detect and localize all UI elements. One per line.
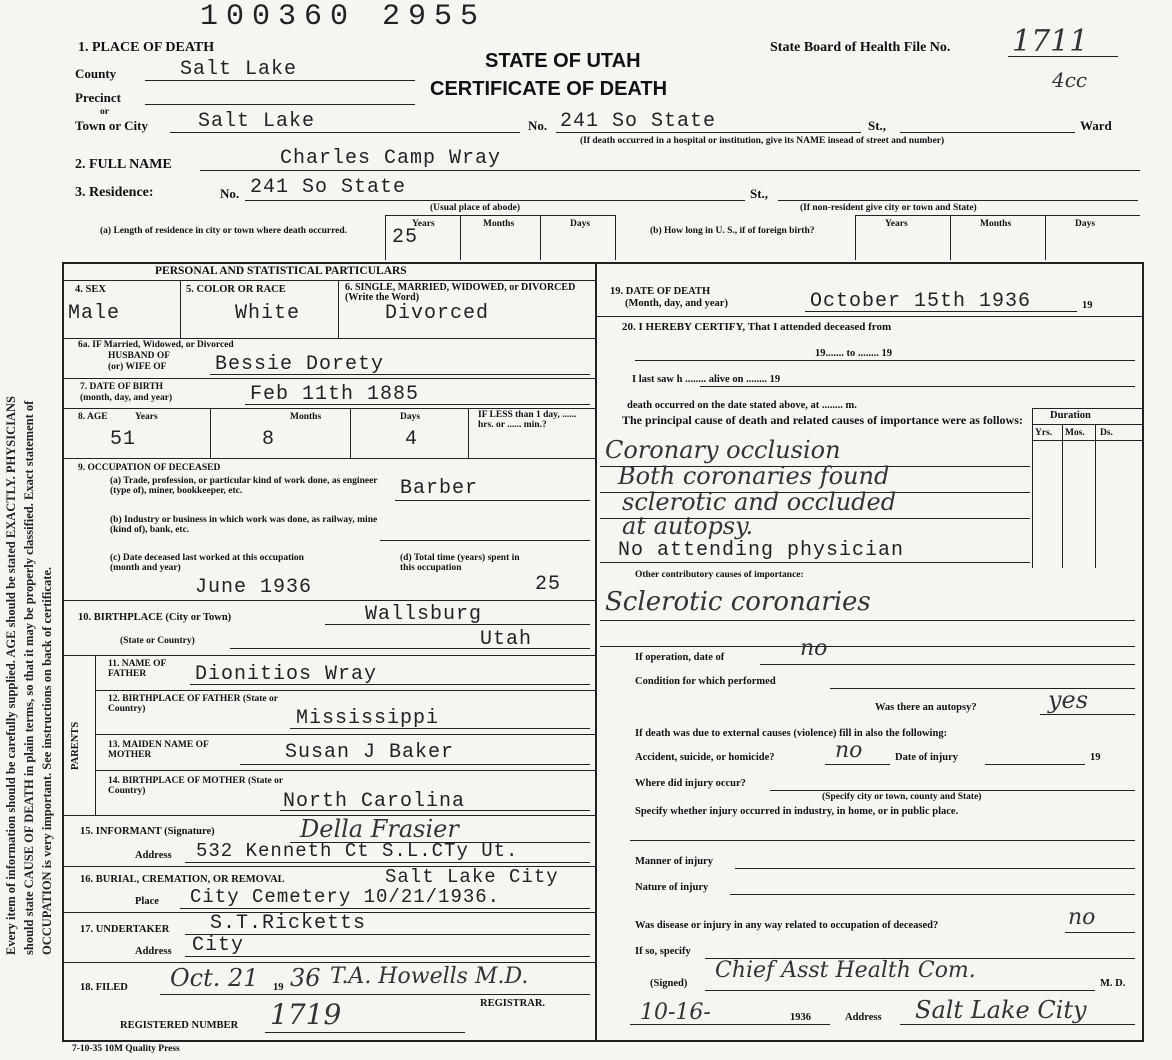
res-days-label: Days (570, 219, 591, 229)
injury-19-label: 19 (1090, 752, 1101, 763)
specify-place-note: (Specify city or town, county and State) (822, 792, 982, 802)
mother-label: 13. MAIDEN NAME OF MOTHER (108, 740, 209, 760)
parents-label: PARENTS (70, 721, 81, 770)
res-years-value: 25 (392, 226, 419, 249)
dod-label: 19. DATE OF DEATH (610, 286, 711, 297)
filed-year: 36 (290, 964, 321, 992)
occupation-value: Barber (400, 477, 479, 500)
ward-label: Ward (1080, 118, 1112, 133)
residence-label: 3. Residence: (75, 185, 154, 200)
other-causes-label: Other contributory causes of importance: (635, 570, 804, 580)
side-note-line-1: Every item of information should be carefully supplied. AGE should be stated EXACTLY. PHYSICIANS (4, 396, 18, 955)
mother-birthplace-label: 14. BIRTHPLACE OF MOTHER (State or Country) (108, 776, 283, 796)
us-months-label: Months (980, 219, 1012, 229)
birth-city-value: Wallsburg (365, 603, 483, 626)
age-years-value: 51 (110, 428, 137, 451)
side-note-line-2: should state CAUSE OF DEATH in plain terms, so that it may be properly classified. Exact statement of (22, 400, 36, 955)
informant-address-value: 532 Kenneth Ct S.L.CTy Ut. (196, 840, 519, 862)
operation-label: If operation, date of (635, 652, 725, 663)
nature-label: Nature of injury (635, 882, 709, 893)
marital-label: 6. SINGLE, MARRIED, WIDOWED, or DIVORCED (Write the Word) (345, 282, 576, 303)
attended-range: 19....... to ........ 19 (815, 348, 892, 359)
usual-abode-note: (Usual place of abode) (430, 203, 520, 213)
mother-birthplace-value: North Carolina (283, 790, 466, 813)
father-birthplace-label: 12. BIRTHPLACE OF FATHER (State or Country) (108, 694, 278, 714)
accident-value: no (835, 738, 863, 763)
father-value: Dionitios Wray (195, 663, 378, 686)
spouse-label-3: (or) WIFE OF (108, 362, 167, 372)
res-years-label: Years (412, 219, 435, 229)
sex-value: Male (68, 302, 121, 325)
filed-label: 18. FILED (80, 982, 128, 993)
cause-label: The principal cause of death and related causes of importance were as follows: (622, 413, 1023, 427)
spouse-label-1: 6a. IF Married, Widowed, or Divorced (78, 340, 234, 350)
us-years-label: Years (885, 219, 908, 229)
cause-line-1: Coronary occlusion (605, 436, 841, 464)
where-injury-label: Where did injury occur? (635, 778, 746, 789)
town-value: Salt Lake (198, 110, 316, 133)
informant-label: 15. INFORMANT (Signature) (80, 826, 215, 837)
manner-label: Manner of injury (635, 856, 713, 867)
place-section-label: 1. PLACE OF DEATH (78, 40, 215, 55)
race-value: White (235, 302, 301, 325)
registrar-signature: T.A. Howells M.D. (330, 964, 529, 989)
sex-label: 4. SEX (75, 284, 106, 295)
filed-19-label: 19 (273, 982, 284, 993)
dob-label: 7. DATE OF BIRTH (80, 382, 164, 392)
duration-mos-label: Mos. (1065, 428, 1085, 438)
full-name-label: 2. FULL NAME (75, 157, 172, 172)
burial-value: Salt Lake City (385, 866, 559, 888)
age-years-label: Years (135, 412, 158, 422)
full-name-value: Charles Camp Wray (280, 147, 502, 170)
dod-sub: (Month, day, and year) (625, 298, 728, 309)
father-birthplace-value: Mississippi (296, 707, 440, 730)
signed-year: 1936 (790, 1012, 811, 1023)
age-label: 8. AGE (78, 412, 108, 422)
duration-yrs-label: Yrs. (1035, 428, 1053, 438)
cause-line-2: Both coronaries found (618, 462, 890, 490)
signed-label: (Signed) (650, 978, 688, 989)
certificate-title: CERTIFICATE OF DEATH (430, 78, 668, 100)
duration-ds-label: Ds. (1100, 428, 1113, 438)
marital-value: Divorced (385, 302, 490, 325)
autopsy-label: Was there an autopsy? (875, 702, 977, 713)
county-label: County (75, 66, 117, 81)
spouse-label-2: HUSBAND OF (108, 351, 171, 361)
nonresident-note: (If non-resident give city or town and State) (800, 203, 977, 213)
residence-value: 241 So State (250, 176, 407, 199)
cause-line-4: at autopsy. (622, 512, 754, 540)
operation-value: no (800, 636, 828, 661)
dod-value: October 15th 1936 (810, 290, 1032, 313)
occupation-related-label: Was disease or injury in any way related to occupation of deceased? (635, 920, 939, 931)
birthplace-label: 10. BIRTHPLACE (City or Town) (78, 612, 232, 623)
age-days-label: Days (400, 412, 421, 422)
informant-signature: Della Frasier (300, 815, 459, 843)
duration-label: Duration (1050, 410, 1091, 421)
registrar-label: REGISTRAR. (480, 998, 546, 1009)
hospital-note: (If death occurred in a hospital or institution, give its NAME insead of street and number) (580, 136, 945, 146)
town-label: Town or City (75, 118, 148, 133)
age-months-value: 8 (262, 428, 276, 451)
side-instructions (0, 0, 70, 960)
birth-state-value: Utah (480, 628, 533, 651)
street-no-label: No. (528, 118, 548, 133)
signed-value: Chief Asst Health Com. (715, 958, 976, 983)
print-code: 7-10-35 10M Quality Press (72, 1044, 180, 1054)
registered-number-label: REGISTERED NUMBER (120, 1020, 239, 1031)
county-value: Salt Lake (180, 58, 298, 81)
occupation-label: 9. OCCUPATION OF DECEASED (78, 463, 221, 473)
street-st-label: St., (868, 118, 887, 133)
burial-place-value: City Cemetery 10/21/1936. (190, 886, 501, 908)
occupation-b-label: (b) Industry or business in which work was done, as railway, mine (kind of), bank, etc. (110, 515, 378, 535)
certify-label: 20. I HEREBY CERTIFY, That I attended deceased from (622, 321, 892, 333)
street-value: 241 So State (560, 110, 717, 133)
burial-place-label: Place (135, 896, 159, 907)
residence-no-label: No. (220, 186, 240, 201)
occupation-related-value: no (1068, 905, 1096, 930)
undertaker-address-value: City (192, 934, 245, 957)
occupation-c-label: (c) Date deceased last worked at this occupation (month and year) (110, 553, 304, 573)
signed-address-value: Salt Lake City (915, 996, 1087, 1024)
race-label: 5. COLOR OR RACE (186, 284, 286, 295)
injury-date-label: Date of injury (895, 752, 958, 763)
residence-st-label: St., (750, 186, 769, 201)
signed-date: 10-16- (640, 1000, 711, 1025)
board-file-label: State Board of Health File No. (770, 40, 951, 55)
father-label: 11. NAME OF FATHER (108, 659, 166, 679)
serial-number: 100360 2955 (200, 0, 487, 34)
accident-label: Accident, suicide, or homicide? (635, 752, 775, 763)
informant-address-label: Address (135, 850, 172, 861)
condition-label: Condition for which performed (635, 676, 776, 687)
if-so-label: If so, specify (635, 946, 691, 957)
us-days-label: Days (1075, 219, 1096, 229)
length-residence-label: (a) Length of residence in city or town where death occurred. (100, 226, 348, 236)
undertaker-value: S.T.Ricketts (210, 912, 367, 935)
personal-header: PERSONAL AND STATISTICAL PARTICULARS (155, 265, 407, 277)
cause-line-3: sclerotic and occluded (622, 488, 897, 516)
md-label: M. D. (1100, 978, 1126, 989)
occurred-label: death occurred on the date stated above, at ........ m. (627, 400, 857, 411)
less-than-label: IF LESS than 1 day, ...... hrs. or ...... min.? (478, 410, 577, 430)
undertaker-address-label: Address (135, 946, 172, 957)
occupation-a-label: (a) Trade, profession, or particular kind of work done, as engineer (type of), miner, bookkeeper, etc. (110, 476, 378, 496)
foreign-birth-label: (b) How long in U. S., if of foreign birth? (650, 226, 815, 236)
side-note-line-3: OCCUPATION is very important. See instructions on back of certificate. (40, 566, 54, 955)
no-attending-physician: No attending physician (618, 539, 905, 562)
occupation-d-label: (d) Total time (years) spent in this occupation (400, 553, 520, 573)
last-saw-label: I last saw h ........ alive on ........ 19 (632, 374, 781, 385)
external-causes-label: If death was due to external causes (violence) fill in also the following: (635, 728, 948, 739)
dob-value: Feb 11th 1885 (250, 383, 420, 406)
other-causes-value: Sclerotic coronaries (605, 587, 871, 617)
dob-sub: (month, day, and year) (80, 393, 173, 403)
dod-19-label: 19 (1082, 300, 1093, 311)
board-file-sub: 4cc (1052, 68, 1088, 92)
filed-date: Oct. 21 (170, 964, 259, 992)
age-days-value: 4 (405, 428, 419, 451)
board-file-number: 1711 (1012, 24, 1089, 59)
spouse-value: Bessie Dorety (215, 353, 385, 376)
state-title: STATE OF UTAH (485, 50, 641, 72)
age-months-label: Months (290, 412, 322, 422)
undertaker-label: 17. UNDERTAKER (80, 924, 170, 935)
total-time-value: 25 (535, 573, 562, 596)
precinct-label: Precinct (75, 90, 121, 105)
res-months-label: Months (483, 219, 515, 229)
last-worked-value: June 1936 (195, 576, 313, 599)
mother-value: Susan J Baker (285, 741, 455, 764)
burial-label: 16. BURIAL, CREMATION, OR REMOVAL (80, 874, 285, 885)
specify-injury-label: Specify whether injury occurred in industry, in home, or in public place. (635, 806, 959, 817)
autopsy-value: yes (1048, 686, 1089, 714)
birth-state-label: (State or Country) (120, 636, 195, 646)
registered-number-value: 1719 (270, 998, 342, 1031)
or-label: or (100, 107, 109, 117)
signed-address-label: Address (845, 1012, 882, 1023)
